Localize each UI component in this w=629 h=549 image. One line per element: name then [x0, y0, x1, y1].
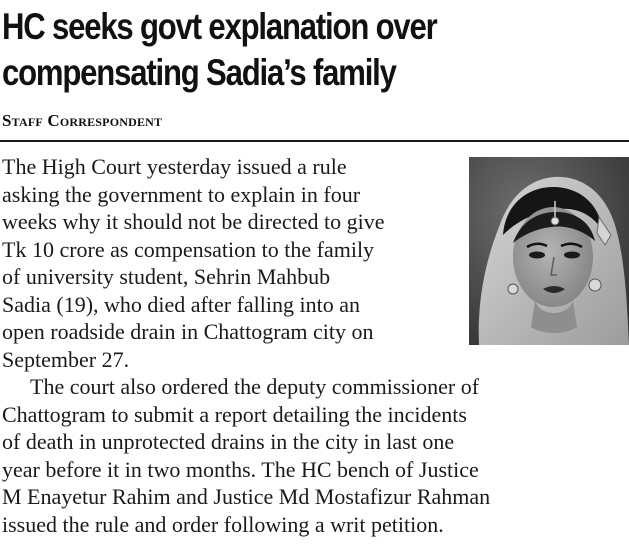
text-line: weeks why it should not be directed to give: [2, 209, 385, 234]
text-line: The High Court yesterday issued a rule: [2, 154, 347, 179]
text-line: open roadside drain in Chattogram city on: [2, 319, 374, 344]
byline: Staff Correspondent: [2, 111, 163, 130]
text-line: asking the government to explain in four: [2, 181, 361, 207]
text-line: Tk 10 crore as compensation to the family: [2, 236, 375, 262]
right-eye: [564, 252, 580, 259]
portrait-illustration: [469, 157, 629, 345]
headline-line: HC seeks govt explanation over: [2, 6, 437, 47]
text-line: of university student, Sehrin Mahbub: [2, 264, 331, 289]
paragraph-2: [2, 373, 627, 538]
right-earring-icon: [589, 279, 601, 291]
left-eye: [529, 252, 545, 259]
headline-line: compensating Sadia’s family: [2, 52, 396, 93]
text-line: Sadia (19), who died after falling into an: [2, 291, 361, 317]
text-line: M Enayetur Rahim and Justice Md Mostafizur Rahman: [2, 484, 491, 509]
text-line: September 27.: [2, 346, 130, 372]
headline: [2, 4, 527, 96]
tikka-ornament: [551, 217, 559, 225]
text-line: year before it in two months. The HC bench of Justice: [2, 456, 479, 482]
text-line: Chattogram to submit a report detailing the incidents: [2, 401, 467, 427]
text-line: The court also ordered the deputy commissioner of: [30, 374, 480, 399]
divider-rule: [0, 140, 629, 142]
text-line: of death in unprotected drains in the city in last one: [2, 429, 455, 454]
portrait-photo: [469, 157, 629, 345]
text-line: issued the rule and order following a writ petition.: [2, 511, 444, 537]
paragraph-1: [2, 153, 462, 373]
left-earring-icon: [508, 284, 518, 294]
